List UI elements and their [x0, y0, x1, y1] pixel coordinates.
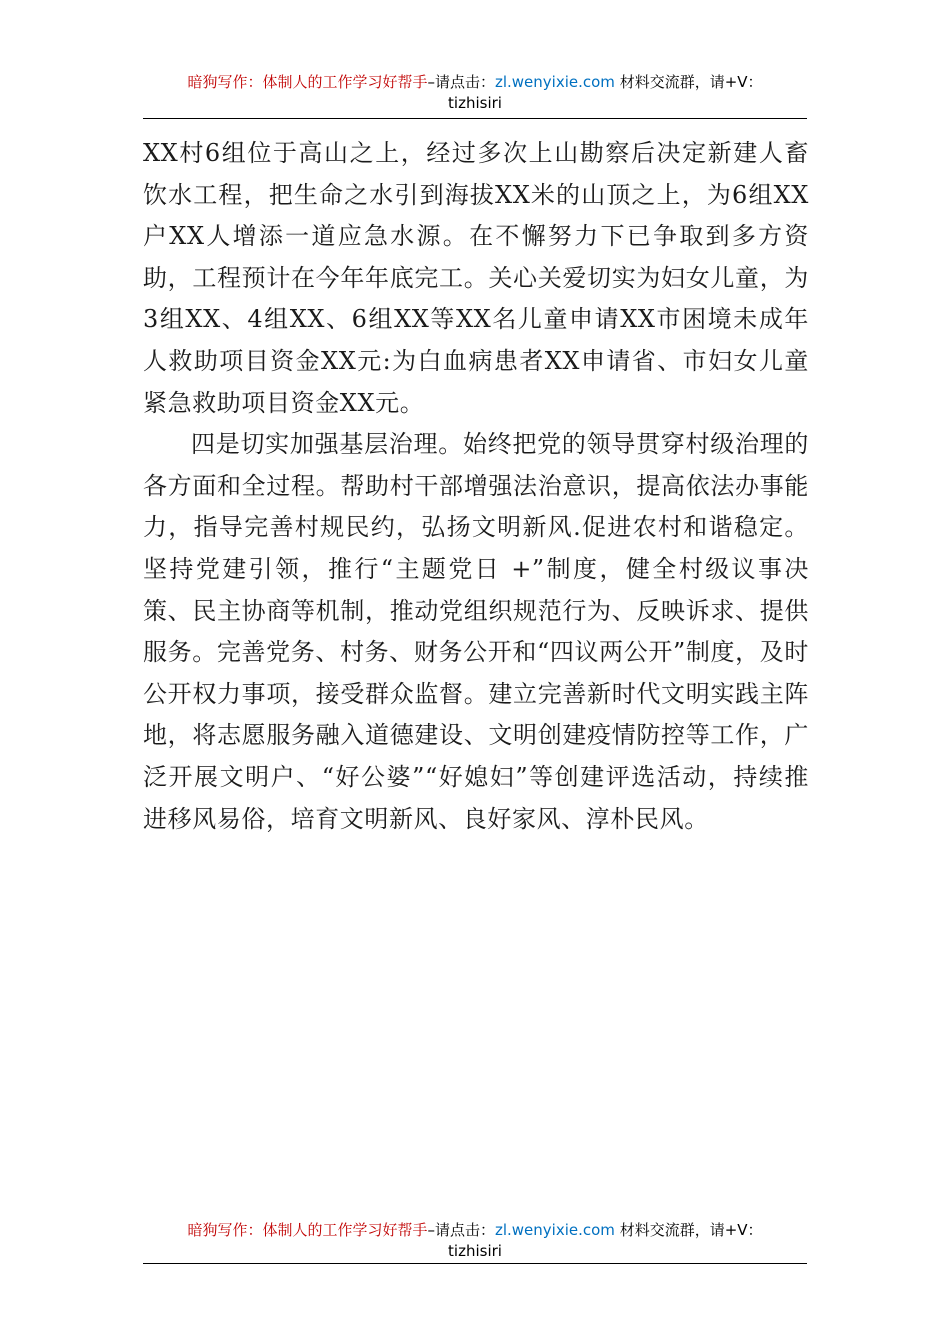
footer-prompt-text: –请点击： — [427, 1221, 495, 1239]
footer-banner — [143, 1220, 807, 1262]
header-brand-text: 暗狗写作：体制人的工作学习好帮手 — [187, 73, 428, 91]
footer-brand-text: 暗狗写作：体制人的工作学习好帮手 — [187, 1221, 428, 1239]
header-divider — [143, 118, 807, 119]
footer-link[interactable]: zl.wenyixie.com — [494, 1221, 615, 1239]
header-link[interactable]: zl.wenyixie.com — [494, 73, 615, 91]
footer-wechat-id: tizhisiri — [448, 1242, 502, 1260]
footer-banner-line1 — [143, 1220, 807, 1241]
header-banner — [143, 72, 807, 114]
header-prompt-text: –请点击： — [427, 73, 495, 91]
header-tail-text: 材料交流群，请+V： — [614, 73, 763, 91]
footer-tail-text: 材料交流群，请+V： — [614, 1221, 763, 1239]
paragraph-grassroots-governance: 四是切实加强基层治理。始终把党的领导贯穿村级治理的各方面和全过程。帮助村干部增强法治意识，提高依法办事能力，指导完善村规民约，弘扬文明新风.促进农村和谐稳定。坚持党建引领，推行“主题党日 +”制度，健全村级议事决策、民主协商等机制，推动党组织规范行为、反映诉求、提供服务。完善党务、村务、财务公开和“四议两公开”制度，及时公开权力事项，接受群众监督。建立完善新时代文明实践主阵地，将志愿服务融入道德建设、文明创建疫情防控等工作，广泛开展文明户、“好公婆”“好媳妇”等创建评选活动，持续推进移风易俗，培育文明新风、良好家风、淳朴民风。 — [143, 430, 809, 833]
footer-divider — [143, 1263, 807, 1264]
header-banner-line1 — [143, 72, 807, 93]
header-wechat-id: tizhisiri — [448, 94, 502, 112]
document-body — [143, 133, 809, 840]
paragraph-continuation: XX村6组位于高山之上，经过多次上山勘察后决定新建人畜饮水工程，把生命之水引到海拔XX米的山顶之上，为6组XX户XX人增添一道应急水源。在不懈努力下已争取到多方资助，工程预计在今年年底完工。关心关爱切实为妇女儿童，为3组XX、4组XX、6组XX等XX名儿童申请XX市困境未成年人救助项目资金XX元:为白血病患者XX申请省、市妇女儿童紧急救助项目资金XX元。 — [143, 139, 809, 417]
